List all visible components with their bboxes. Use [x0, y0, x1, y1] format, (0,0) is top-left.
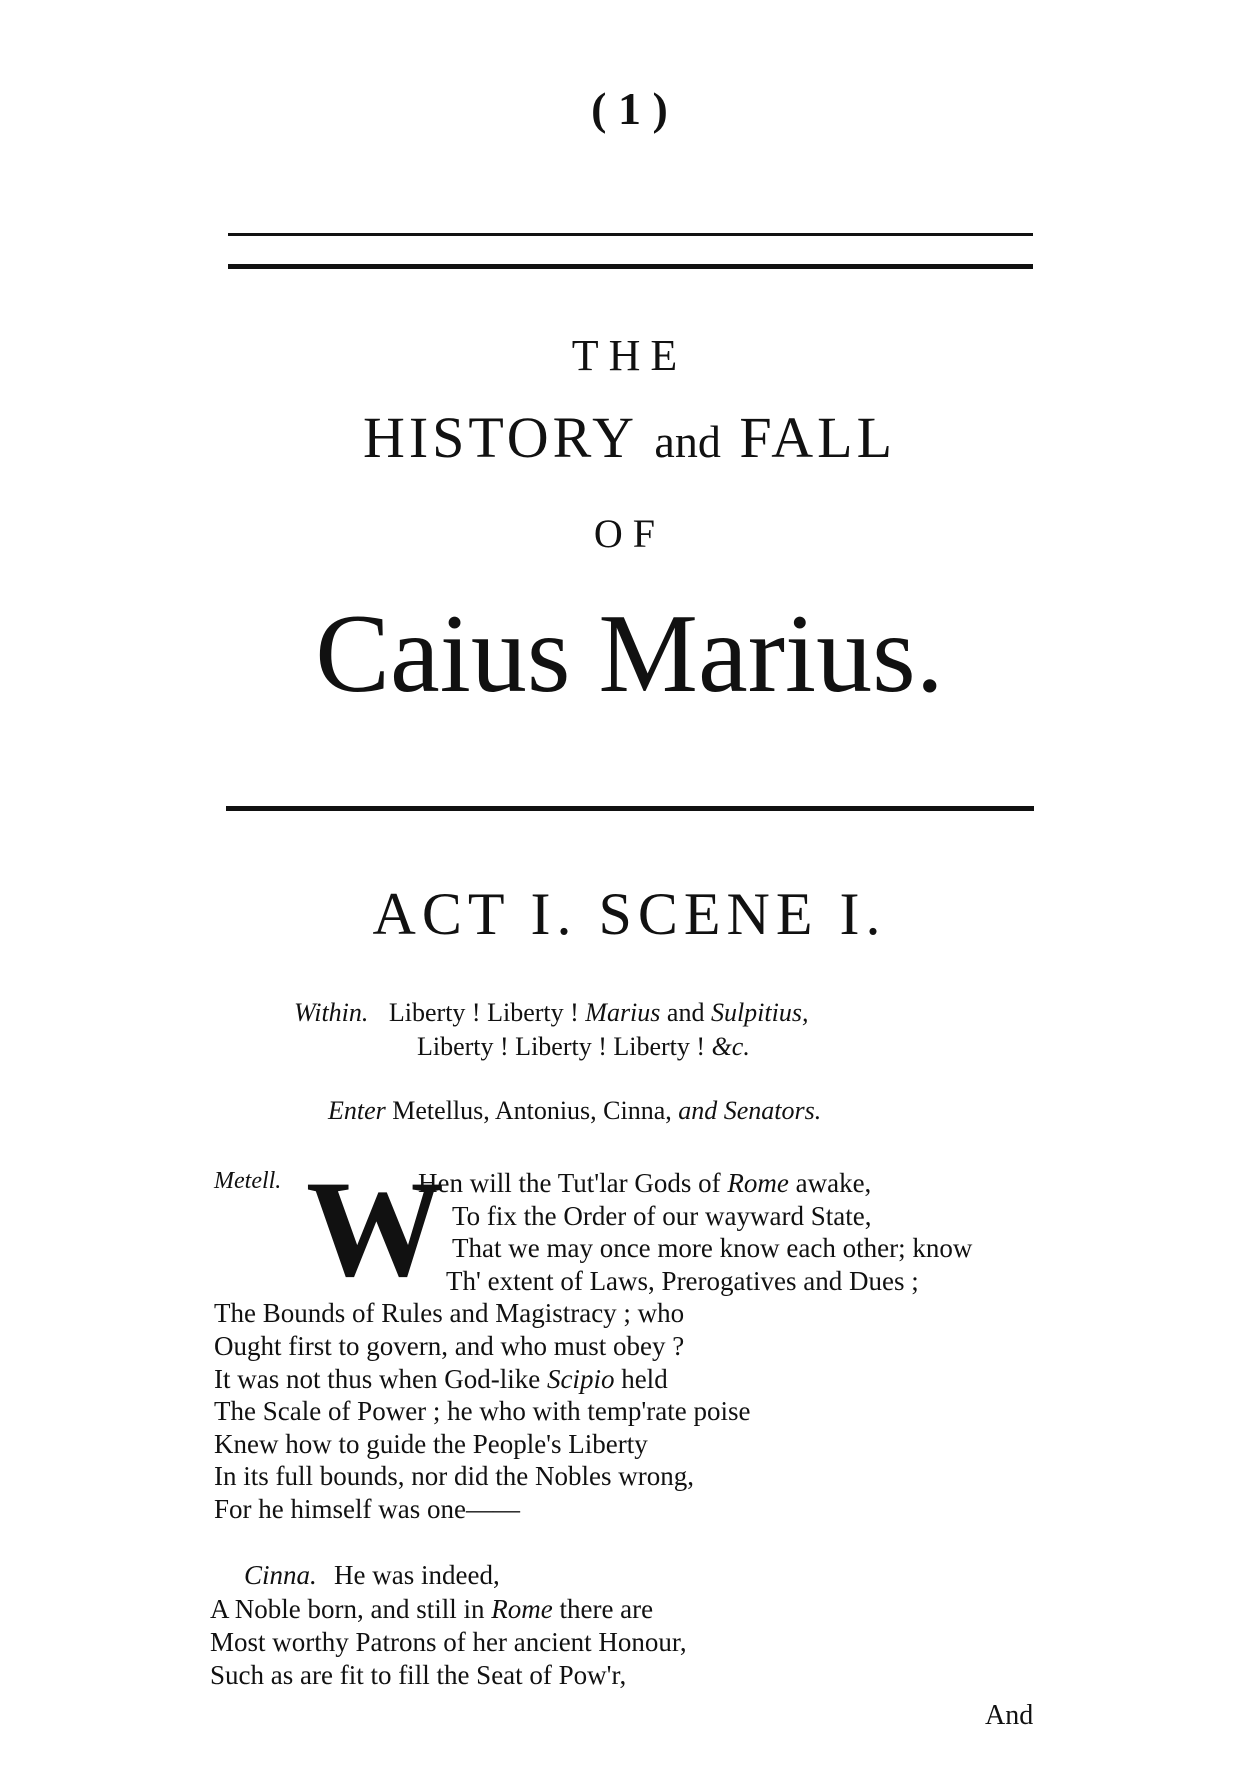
drop-cap: W — [306, 1152, 444, 1305]
verse-line — [210, 1627, 687, 1658]
verse-line — [214, 1429, 648, 1460]
act-scene-heading: ACT I. SCENE I. — [372, 881, 887, 947]
verse-segment: Such as are fit to fill the Seat of Pow'r, — [210, 1660, 627, 1690]
verse-line — [214, 1396, 750, 1427]
entrance-enter: Enter — [328, 1096, 386, 1125]
title-fall-word: FALL — [739, 405, 897, 470]
top-rule-thin — [228, 233, 1033, 236]
catchword: And — [985, 1700, 1034, 1731]
verse-line — [214, 1461, 694, 1492]
within-line1-text: Liberty ! Liberty ! — [388, 998, 579, 1027]
title-of: OF — [593, 511, 666, 556]
verse-segment: Hen will the Tut'lar Gods of — [418, 1168, 728, 1198]
title-history-and-fall — [0, 404, 1259, 471]
verse-segment: Ought first to govern, and who must obey ? — [214, 1331, 685, 1361]
entrance-senators: Senators. — [723, 1096, 822, 1125]
verse-line — [452, 1201, 871, 1232]
verse-line — [214, 1494, 520, 1525]
top-rule-thick — [228, 264, 1033, 269]
verse-segment: Th' extent of Laws, Prerogatives and Dues ; — [446, 1265, 919, 1296]
within-line-1 — [294, 998, 808, 1028]
title-the: THE — [571, 331, 688, 380]
within-line2-text: Liberty ! Liberty ! Liberty ! — [417, 1032, 706, 1061]
verse-line — [452, 1233, 972, 1264]
entrance-direction — [328, 1096, 821, 1126]
within-line-2 — [417, 1032, 750, 1062]
verse-line — [210, 1594, 653, 1625]
verse-segment: In its full bounds, nor did the Nobles wrong, — [214, 1461, 694, 1492]
verse-segment: That we may once more know each other; know — [452, 1233, 973, 1264]
title-caius-marius: Caius Marius. — [315, 592, 944, 716]
within-line1-marius: Marius — [585, 998, 661, 1027]
verse-segment: For he himself was one—— — [214, 1494, 520, 1524]
verse-line — [418, 1168, 871, 1199]
within-line1-and: and — [666, 998, 705, 1027]
verse-segment: Knew how to guide the People's Liberty — [214, 1428, 648, 1459]
verse-segment: Rome — [727, 1168, 789, 1198]
mid-rule — [226, 806, 1034, 811]
verse-segment: held — [614, 1363, 668, 1394]
cinna-first-line: He was indeed, — [334, 1560, 500, 1590]
speaker-metellus: Metell. — [214, 1168, 282, 1194]
within-line1-sulpitius: Sulpitius, — [710, 998, 809, 1027]
verse-segment: It was not thus when God-like — [214, 1363, 547, 1394]
entrance-and: and — [678, 1096, 718, 1125]
verse-line — [214, 1364, 668, 1395]
verse-line — [210, 1660, 626, 1691]
verse-segment: Most worthy Patrons of her ancient Honour, — [210, 1627, 687, 1657]
entrance-names: Metellus, Antonius, Cinna, — [392, 1096, 672, 1125]
verse-segment: The Bounds of Rules and Magistracy ; who — [214, 1298, 685, 1329]
page-number: ( 1 ) — [591, 83, 668, 134]
verse-segment: Rome — [491, 1594, 553, 1624]
verse-segment: A Noble born, and still in — [210, 1594, 492, 1624]
verse-segment: Scipio — [546, 1363, 615, 1394]
speaker-cinna: Cinna. — [244, 1560, 317, 1590]
verse-line — [214, 1298, 684, 1329]
title-and-word: and — [654, 416, 721, 467]
title-history-word: HISTORY — [362, 405, 636, 470]
verse-line — [446, 1266, 919, 1297]
within-cue: Within. — [294, 998, 369, 1027]
verse-segment: To fix the Order of our wayward State, — [452, 1200, 872, 1231]
verse-segment: there are — [552, 1594, 654, 1624]
within-line2-etc: &c. — [711, 1032, 750, 1061]
verse-segment: awake, — [788, 1168, 872, 1198]
verse-line — [214, 1331, 684, 1362]
verse-segment: The Scale of Power ; he who with temp'rate poise — [214, 1396, 751, 1427]
